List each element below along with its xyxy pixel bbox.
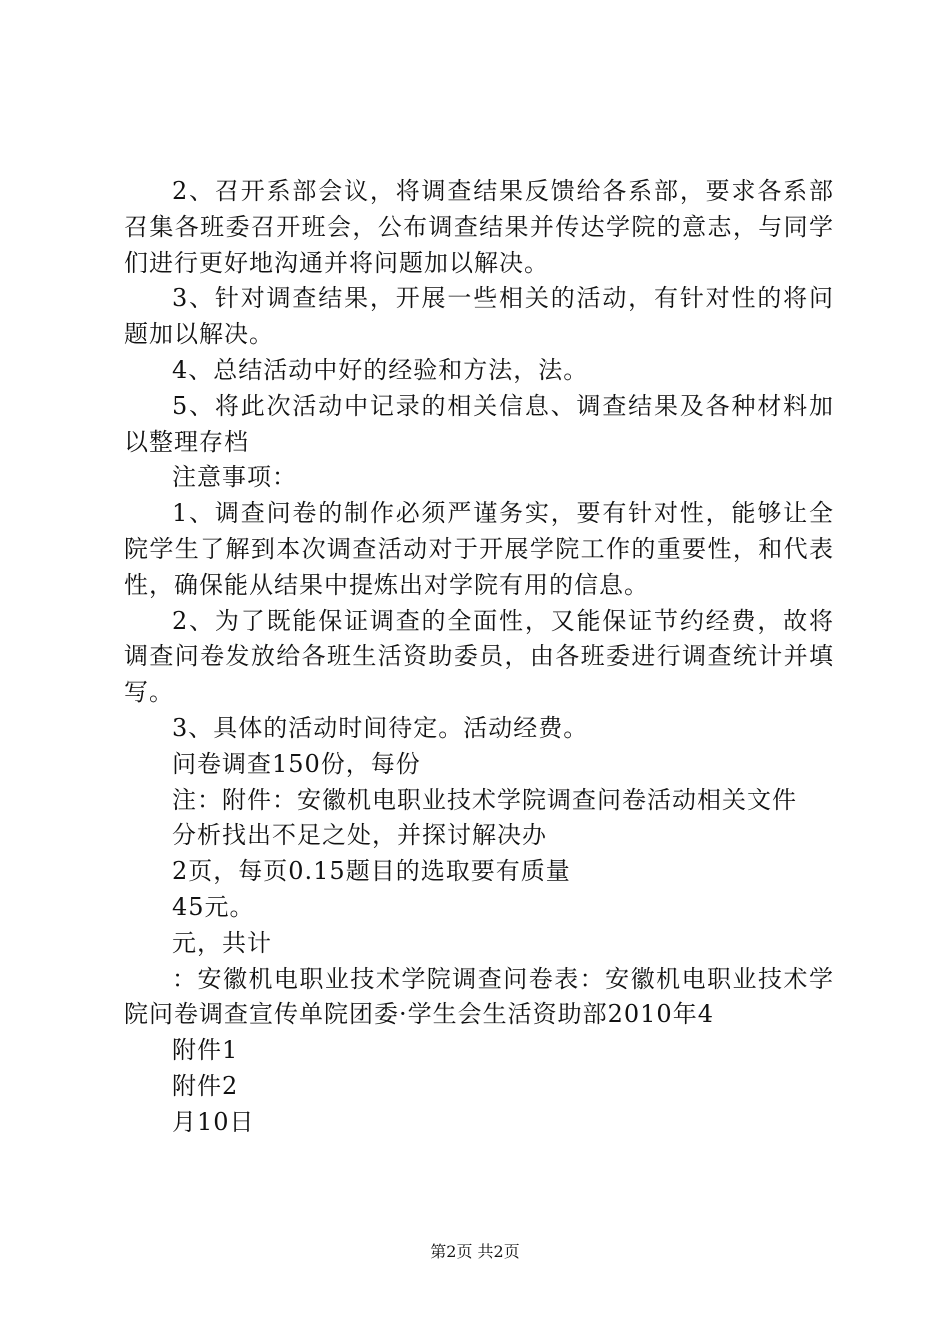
paragraph-item-3: 3、针对调查结果，开展一些相关的活动，有针对性的将问题加以解决。 (124, 284, 834, 349)
fragment-attachments-list: ：安徽机电职业技术学院调查问卷表：安徽机电职业技术学院问卷调查宣传单院团委·学生会生活资助部2010年4 (124, 964, 834, 1029)
page-footer (0, 1241, 950, 1263)
fragment-pages: 2页，每页0.15题目的选取要有质量 (172, 857, 571, 886)
paragraph-item-2: 2、召开系部会议，将调查结果反馈给各系部，要求各系部召集各班委召开班会，公布调查结果并传达学院的意志，与同学们进行更好地沟通并将问题加以解决。 (124, 177, 834, 277)
fragment-total: 元，共计 (172, 928, 272, 957)
note-item-1: 1、调查问卷的制作必须严谨务实，要有针对性，能够让全院学生了解到本次调查活动对于开展学院工作的重要性，和代表性，确保能从结果中提炼出对学院有用的信息。 (124, 499, 834, 599)
fragment-analysis: 分析找出不足之处，并探讨解决办 (172, 821, 547, 850)
attachment-1-label: 附件1 (172, 1036, 239, 1065)
fragment-attachment-note: 注：附件：安徽机电职业技术学院调查问卷活动相关文件 (172, 785, 797, 814)
fragment-survey-count: 问卷调查150份，每份 (172, 749, 421, 778)
note-item-2: 2、为了既能保证调查的全面性，又能保证节约经费，故将调查问卷发放给各班生活资助委员，由各班委进行调查统计并填写。 (124, 606, 834, 707)
document-body (124, 174, 834, 1141)
paragraph-item-5: 5、将此次活动中记录的相关信息、调查结果及各种材料加以整理存档 (124, 391, 834, 456)
notes-heading: 注意事项： (172, 463, 297, 492)
document-date: 月10日 (172, 1107, 255, 1136)
note-item-3: 3、具体的活动时间待定。活动经费。 (172, 713, 589, 742)
paragraph-item-4: 4、总结活动中好的经验和方法，法。 (172, 355, 589, 384)
page-number: 第2页 共2页 (430, 1242, 520, 1261)
fragment-cost: 45元。 (172, 892, 255, 921)
attachment-2-label: 附件2 (172, 1071, 239, 1100)
